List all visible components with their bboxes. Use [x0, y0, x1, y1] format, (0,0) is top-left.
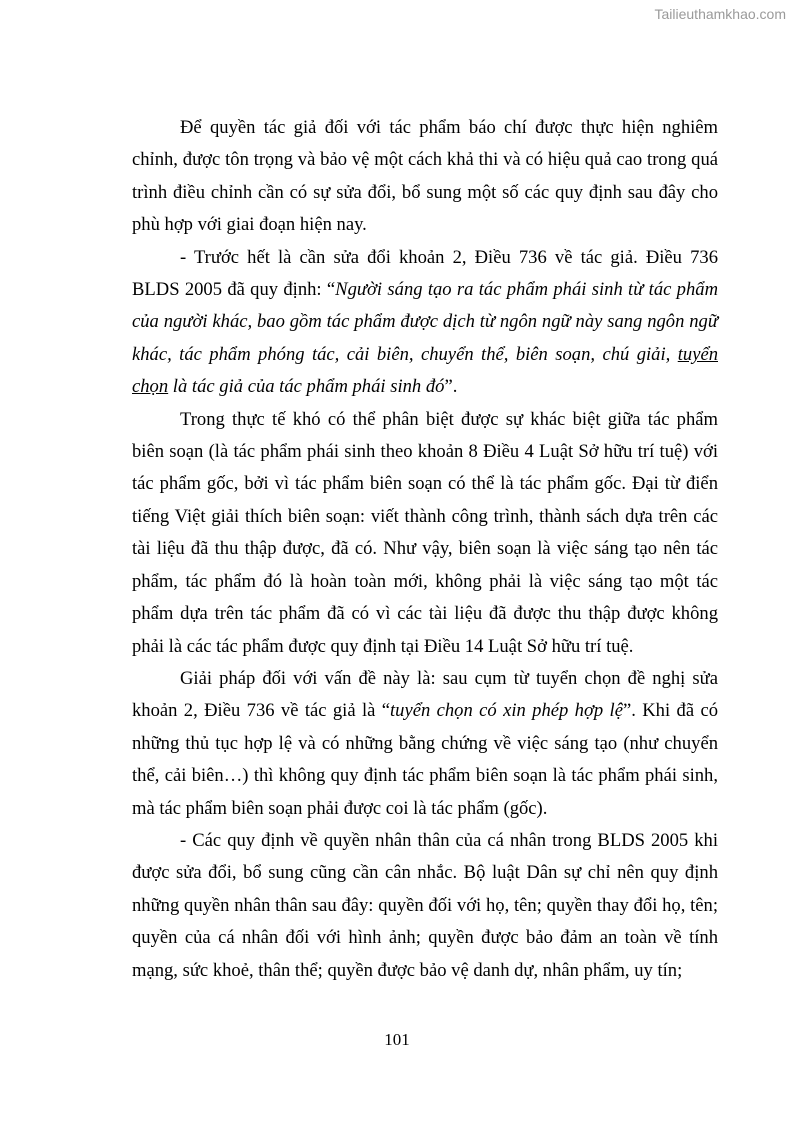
paragraph-tail: ”. Khi đã có những thủ tục hợp lệ và có những bằng chứng về việc sáng tạo (như chuyển thể, cải biên…) thì không quy định tác phẩm biên soạn là tác phẩm phái sinh, mà tác phẩm biên soạn phải được coi là tác phẩm (gốc). [132, 700, 718, 819]
paragraph-personal-rights: - Các quy định về quyền nhân thân của cá nhân trong BLDS 2005 khi được sửa đổi, bổ sung cũng cần cân nhắc. Bộ luật Dân sự chỉ nên quy định những quyền nhân thân sau đây: quyền đối với họ, tên; quyền thay đổi họ, tên; quyền của cá nhân đối với hình ảnh; quyền được bảo đảm an toàn về tính mạng, sức khoẻ, thân thể; quyền được bảo vệ danh dự, nhân phẩm, uy tín; [132, 829, 718, 981]
quoted-provision-end: là tác giả của tác phẩm phái sinh đó [168, 376, 445, 398]
quoted-proposal: tuyển chọn có xin phép hợp lệ [390, 700, 623, 722]
quoted-provision: Người sáng tạo ra tác phẩm phái sinh từ tác phẩm của người khác, bao gồm tác phẩm được dịch từ ngôn ngữ này sang ngôn ngữ khác, tác phẩm phóng tác, cải biên, chuyển thể, biên soạn, chú giải, [132, 279, 719, 365]
paragraph-compilation: Trong thực tế khó có thể phân biệt được sự khác biệt giữa tác phẩm biên soạn (là tác phẩm phái sinh theo khoản 8 Điều 4 Luật Sở hữu trí tuệ) với tác phẩm gốc, bởi vì tác phẩm biên soạn có thể là tác phẩm gốc. Đại từ điển tiếng Việt giải thích biên soạn: viết thành công trình, thành sách dựa trên các tài liệu đã thu thập được, đã có. Như vậy, biên soạn là việc sáng tạo nên tác phẩm, tác phẩm đó là hoàn toàn mới, không phải là việc sáng tạo một tác phẩm dựa trên tác phẩm đã có vì các tài liệu đã được thu thập được không phải là các tác phẩm được quy định tại Điều 14 Luật Sở hữu trí tuệ. [132, 408, 718, 657]
paragraph-tail: ”. [444, 376, 458, 398]
document-body [132, 112, 718, 987]
paragraph-intro: Để quyền tác giả đối với tác phẩm báo chí được thực hiện nghiêm chỉnh, được tôn trọng và bảo vệ một cách khả thi và có hiệu quả cao trong quá trình điều chỉnh cần có sự sửa đổi, bổ sung một số các quy định sau đây cho phù hợp với giai đoạn hiện nay. [132, 117, 718, 236]
paragraph-lead: Giải pháp đối với vấn đề này là: sau cụm từ tuyển chọn đề nghị sửa khoản 2, Điều 736 về tác giả là “ [132, 667, 718, 722]
page-number: 101 [384, 1030, 410, 1049]
underlined-term: tuyển chọn [132, 343, 718, 398]
paragraph-article-736 [132, 242, 718, 404]
paragraph-solution [132, 663, 718, 825]
watermark-text: Tailieuthamkhao.com [654, 6, 786, 22]
paragraph-lead: - Trước hết là cần sửa đổi khoản 2, Điều 736 về tác giả. Điều 736 BLDS 2005 đã quy định: “ [132, 246, 718, 301]
